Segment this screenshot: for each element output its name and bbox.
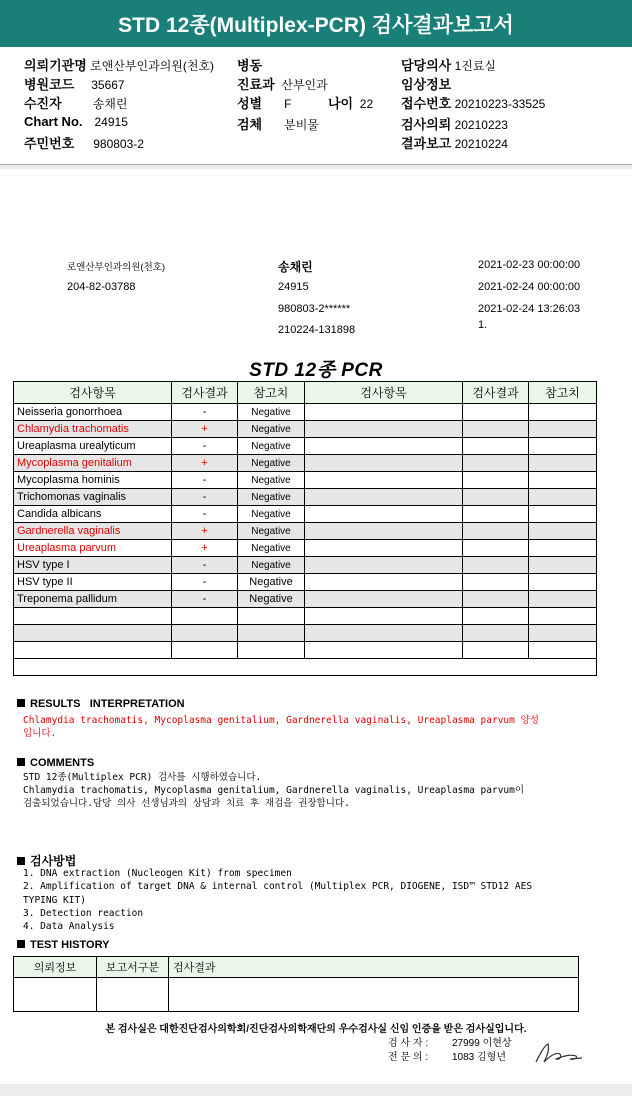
empty-row [14, 642, 597, 659]
test-name: Neisseria gonorrhoea [14, 404, 172, 421]
age-value: 22 [359, 97, 374, 111]
block-timestamp-2: 2021-02-24 00:00:00 [478, 281, 581, 293]
hospital-label: 의뢰기관명 [24, 58, 87, 73]
test-reference: Negative [238, 540, 305, 557]
test-result: - [172, 438, 238, 455]
receipt-label: 접수번호 [401, 96, 452, 111]
history-header-report-type: 보고서구분 [97, 957, 169, 978]
specimen-value: 분비물 [284, 118, 319, 132]
block-chart: 24915 [278, 281, 309, 293]
interpretation-heading-text: RESULTS INTERPRETATION [30, 698, 185, 710]
patient-info-section [0, 47, 632, 165]
square-bullet-icon [17, 940, 25, 948]
block-patient-name: 송채린 [278, 260, 313, 274]
comments-line-2: Chlamydia trachomatis, Mycoplasma genitalium, Gardnerella vaginalis, Ureaplasma parvum이 [23, 785, 525, 796]
test-reference: Negative [238, 404, 305, 421]
test-name: Ureaplasma urealyticum [14, 438, 172, 455]
code-value: 35667 [91, 78, 125, 92]
test-reference: Negative [238, 591, 305, 608]
chart-label: Chart No. [24, 114, 83, 129]
test-result: - [172, 506, 238, 523]
comments-line-1: STD 12종(Multiplex PCR) 검사를 시행하였습니다. [23, 772, 262, 783]
test-result: - [172, 489, 238, 506]
test-result: - [172, 404, 238, 421]
patient-value: 송채린 [92, 97, 128, 111]
method-line-5: 4. Data Analysis [23, 921, 115, 932]
hospital-row [24, 55, 214, 74]
interpretation-heading [17, 698, 185, 710]
bottom-band [0, 1084, 632, 1096]
clinical-label: 임상정보 [401, 77, 452, 92]
sex-label: 성별 [237, 96, 263, 111]
test-name: HSV type II [14, 574, 172, 591]
block-timestamp-1: 2021-02-23 00:00:00 [478, 259, 581, 271]
block-phone: 204-82-03788 [67, 281, 136, 293]
results-table [13, 381, 597, 676]
block-timestamp-4: 1. [478, 319, 488, 331]
sex-row [237, 93, 291, 112]
tester-value: 27999 이현상 [452, 1038, 512, 1049]
method-line-1: 1. DNA extraction (Nucleogen Kit) from specimen [23, 868, 292, 879]
report-title: STD 12종(Multiplex-PCR) 검사결과보고서 [0, 0, 632, 47]
history-header-row [14, 957, 579, 978]
ward-label: 병동 [237, 58, 263, 73]
interpretation-line-1: Chlamydia trachomatis, Mycoplasma genitalium, Gardnerella vaginalis, Ureaplasma parvum 양성 [23, 715, 539, 726]
pcr-title: STD 12종 PCR [249, 360, 383, 381]
chart-value: 24915 [94, 115, 128, 129]
method-line-3: TYPING KIT) [23, 895, 86, 906]
test-name: Ureaplasma parvum [14, 540, 172, 557]
clinical-row [401, 74, 451, 93]
dept-value: 산부인과 [281, 78, 328, 92]
ward-row [237, 55, 262, 74]
block-hospital: 로앤산부인과의원(천호) [67, 262, 166, 273]
report-value: 20210224 [454, 137, 508, 151]
test-name: Chlamydia trachomatis [14, 421, 172, 438]
test-result: + [172, 523, 238, 540]
test-result: + [172, 421, 238, 438]
resident-label: 주민번호 [24, 136, 75, 151]
test-name: Mycoplasma hominis [14, 472, 172, 489]
block-timestamp-3: 2021-02-24 13:26:03 [478, 303, 581, 315]
test-name: Gardnerella vaginalis [14, 523, 172, 540]
dept-row [237, 74, 328, 93]
code-label: 병원코드 [24, 77, 75, 92]
square-bullet-icon [17, 758, 25, 766]
test-result: + [172, 455, 238, 472]
header-reference: 참고치 [238, 382, 305, 404]
test-result: + [172, 540, 238, 557]
doctor-row [401, 55, 496, 74]
request-value: 20210223 [454, 118, 508, 132]
doctor-label: 담당의사 [401, 58, 452, 73]
test-name: Candida albicans [14, 506, 172, 523]
history-row [14, 978, 579, 1012]
certification-statement: 본 검사실은 대한진단검사의학회/진단검사의학재단의 우수검사실 신임 인증을 받은 검사실입니다. [105, 1024, 527, 1035]
table-row [14, 438, 597, 455]
test-name: Treponema pallidum [14, 591, 172, 608]
test-name: Mycoplasma genitalium [14, 455, 172, 472]
table-row [14, 540, 597, 557]
dept-label: 진료과 [237, 77, 275, 92]
table-row [14, 421, 597, 438]
test-result: - [172, 557, 238, 574]
square-bullet-icon [17, 857, 25, 865]
empty-footer-row [14, 659, 597, 676]
table-row [14, 489, 597, 506]
test-name: Trichomonas vaginalis [14, 489, 172, 506]
empty-row [14, 625, 597, 642]
test-reference: Negative [238, 472, 305, 489]
sex-value: F [284, 97, 292, 111]
age-label: 나이 [328, 96, 354, 111]
comments-heading [17, 757, 94, 769]
history-table [13, 956, 579, 1012]
test-result: - [172, 472, 238, 489]
test-result: - [172, 574, 238, 591]
table-row [14, 574, 597, 591]
specimen-label: 검체 [237, 117, 263, 132]
interpretation-line-2: 입니다. [23, 728, 57, 739]
patient-label: 수진자 [24, 96, 62, 111]
test-reference: Negative [238, 489, 305, 506]
test-reference: Negative [238, 455, 305, 472]
header-test-item-2: 검사항목 [305, 382, 463, 404]
table-row [14, 506, 597, 523]
table-row [14, 455, 597, 472]
test-reference: Negative [238, 506, 305, 523]
tester-label: 검 사 자 : [388, 1038, 429, 1049]
history-header-result: 검사결과 [169, 957, 579, 978]
test-reference: Negative [238, 438, 305, 455]
request-row [401, 114, 508, 133]
test-reference: Negative [238, 574, 305, 591]
header-reference-2: 참고치 [529, 382, 597, 404]
report-label: 결과보고 [401, 136, 452, 151]
test-result: - [172, 591, 238, 608]
table-row [14, 591, 597, 608]
results-header-row [14, 382, 597, 404]
comments-line-3: 검출되었습니다.담당 의사 선생님과의 상담과 치료 후 재검을 권장합니다. [23, 798, 350, 809]
method-heading-text: 검사방법 [30, 854, 77, 868]
test-reference: Negative [238, 523, 305, 540]
age-row [328, 93, 373, 112]
doctor-value: 1진료실 [454, 59, 497, 73]
comments-heading-text: COMMENTS [30, 757, 95, 769]
resident-value: 980803-2 [93, 137, 144, 151]
block-specimen-no: 210224-131898 [278, 324, 356, 336]
header-result-2: 검사결과 [463, 382, 529, 404]
history-heading [17, 939, 109, 951]
method-line-2: 2. Amplification of target DNA & internal control (Multiplex PCR, DIOGENE, ISD™ STD12 AES [23, 881, 533, 892]
patient-row [24, 93, 127, 112]
empty-row [14, 608, 597, 625]
signature-icon [534, 1040, 584, 1066]
table-row [14, 523, 597, 540]
test-reference: Negative [238, 421, 305, 438]
block-resident: 980803-2****** [278, 303, 351, 315]
specialist-label: 전 문 의 : [388, 1052, 429, 1063]
section-divider [0, 165, 632, 169]
test-reference: Negative [238, 557, 305, 574]
receipt-value: 20210223-33525 [454, 97, 546, 111]
code-row [24, 74, 125, 93]
table-row [14, 404, 597, 421]
specialist-value: 1083 김형년 [452, 1052, 507, 1063]
report-row [401, 133, 508, 152]
request-label: 검사의뢰 [401, 117, 452, 132]
specimen-row [237, 114, 319, 133]
method-line-4: 3. Detection reaction [23, 908, 144, 919]
table-row [14, 472, 597, 489]
hospital-value: 로앤산부인과의원(천호) [90, 59, 215, 73]
receipt-row [401, 93, 545, 112]
chart-row [24, 114, 128, 129]
header-test-item: 검사항목 [14, 382, 172, 404]
header-result: 검사결과 [172, 382, 238, 404]
history-heading-text: TEST HISTORY [30, 939, 110, 951]
resident-row [24, 133, 144, 152]
test-name: HSV type I [14, 557, 172, 574]
square-bullet-icon [17, 699, 25, 707]
table-row [14, 557, 597, 574]
history-header-request: 의뢰정보 [14, 957, 97, 978]
